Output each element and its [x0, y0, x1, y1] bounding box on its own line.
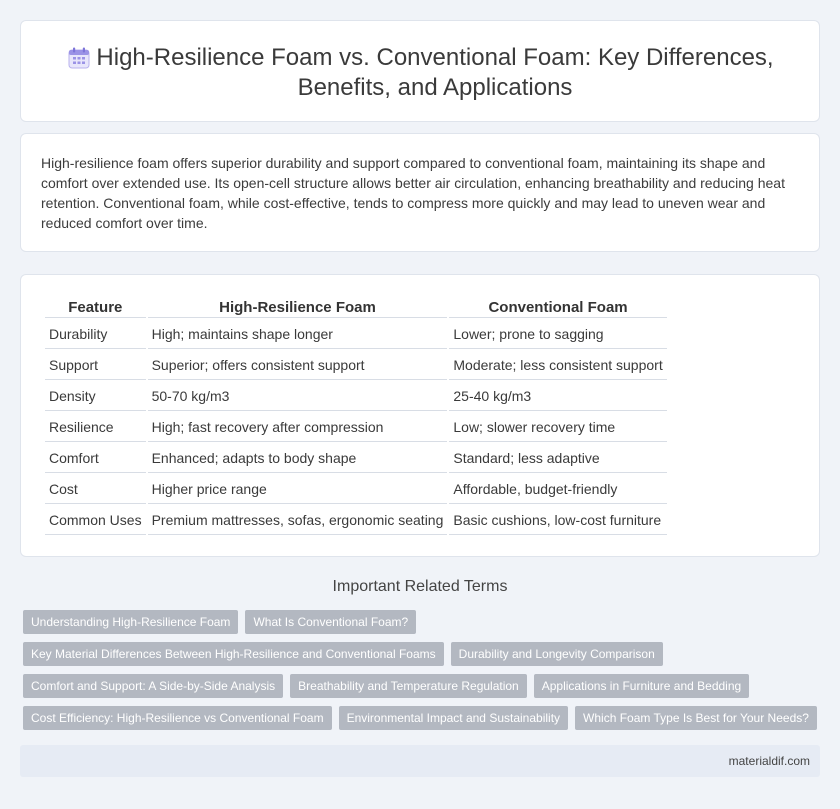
- header-conventional: Conventional Foam: [449, 297, 666, 318]
- title-card: [20, 20, 820, 122]
- table-row: [45, 320, 667, 349]
- tag-row: [23, 610, 823, 634]
- related-term-tag[interactable]: Durability and Longevity Comparison: [451, 642, 663, 666]
- related-term-tag[interactable]: Environmental Impact and Sustainability: [339, 706, 568, 730]
- row-conventional: 25-40 kg/m3: [449, 382, 666, 411]
- row-high-resilience: Superior; offers consistent support: [148, 351, 448, 380]
- row-high-resilience: Premium mattresses, sofas, ergonomic seating: [148, 506, 448, 535]
- row-feature: Density: [45, 382, 146, 411]
- summary-text: High-resilience foam offers superior durability and support compared to conventional foam, maintaining its shape and comfort over extended use. Its open-cell structure allows better air circulation, enhancing breathability and reducing heat retention. Conventional foam, while cost-effective, tends to compress more quickly and may lead to uneven wear and reduced comfort over time.: [41, 155, 785, 231]
- tag-row: [23, 706, 823, 730]
- row-feature: Common Uses: [45, 506, 146, 535]
- row-feature: Cost: [45, 475, 146, 504]
- related-term-tag[interactable]: Applications in Furniture and Bedding: [534, 674, 749, 698]
- row-conventional: Standard; less adaptive: [449, 444, 666, 473]
- row-feature: Durability: [45, 320, 146, 349]
- related-terms-list: [23, 610, 823, 738]
- related-term-tag[interactable]: What Is Conventional Foam?: [245, 610, 416, 634]
- comparison-table-card: [20, 274, 820, 557]
- related-term-tag[interactable]: Breathability and Temperature Regulation: [290, 674, 527, 698]
- row-high-resilience: High; maintains shape longer: [148, 320, 448, 349]
- table-row: [45, 413, 667, 442]
- row-high-resilience: Higher price range: [148, 475, 448, 504]
- related-terms-title: Important Related Terms: [332, 578, 508, 595]
- table-row: [45, 444, 667, 473]
- row-high-resilience: Enhanced; adapts to body shape: [148, 444, 448, 473]
- row-feature: Support: [45, 351, 146, 380]
- footer-site-link[interactable]: materialdif.com: [728, 754, 810, 768]
- related-term-tag[interactable]: Comfort and Support: A Side-by-Side Analysis: [23, 674, 283, 698]
- table-row: [45, 351, 667, 380]
- comparison-table: [43, 295, 669, 537]
- related-term-tag[interactable]: Key Material Differences Between High-Resilience and Conventional Foams: [23, 642, 444, 666]
- related-term-tag[interactable]: Cost Efficiency: High-Resilience vs Conventional Foam: [23, 706, 332, 730]
- row-conventional: Lower; prone to sagging: [449, 320, 666, 349]
- table-row: [45, 382, 667, 411]
- table-header-row: [45, 297, 667, 318]
- table-row: [45, 475, 667, 504]
- related-term-tag[interactable]: Which Foam Type Is Best for Your Needs?: [575, 706, 817, 730]
- summary-card: [20, 133, 820, 252]
- row-conventional: Low; slower recovery time: [449, 413, 666, 442]
- table-row: [45, 506, 667, 535]
- row-feature: Comfort: [45, 444, 146, 473]
- tag-row: [23, 642, 823, 666]
- row-high-resilience: High; fast recovery after compression: [148, 413, 448, 442]
- row-high-resilience: 50-70 kg/m3: [148, 382, 448, 411]
- page-title: High-Resilience Foam vs. Conventional Foam: Key Differences, Benefits, and Applications: [96, 44, 774, 101]
- row-conventional: Affordable, budget-friendly: [449, 475, 666, 504]
- row-conventional: Moderate; less consistent support: [449, 351, 666, 380]
- row-conventional: Basic cushions, low-cost furniture: [449, 506, 666, 535]
- related-term-tag[interactable]: Understanding High-Resilience Foam: [23, 610, 238, 634]
- header-feature: Feature: [45, 297, 146, 318]
- tag-row: [23, 674, 823, 698]
- footer: [20, 745, 820, 777]
- header-high-resilience: High-Resilience Foam: [148, 297, 448, 318]
- row-feature: Resilience: [45, 413, 146, 442]
